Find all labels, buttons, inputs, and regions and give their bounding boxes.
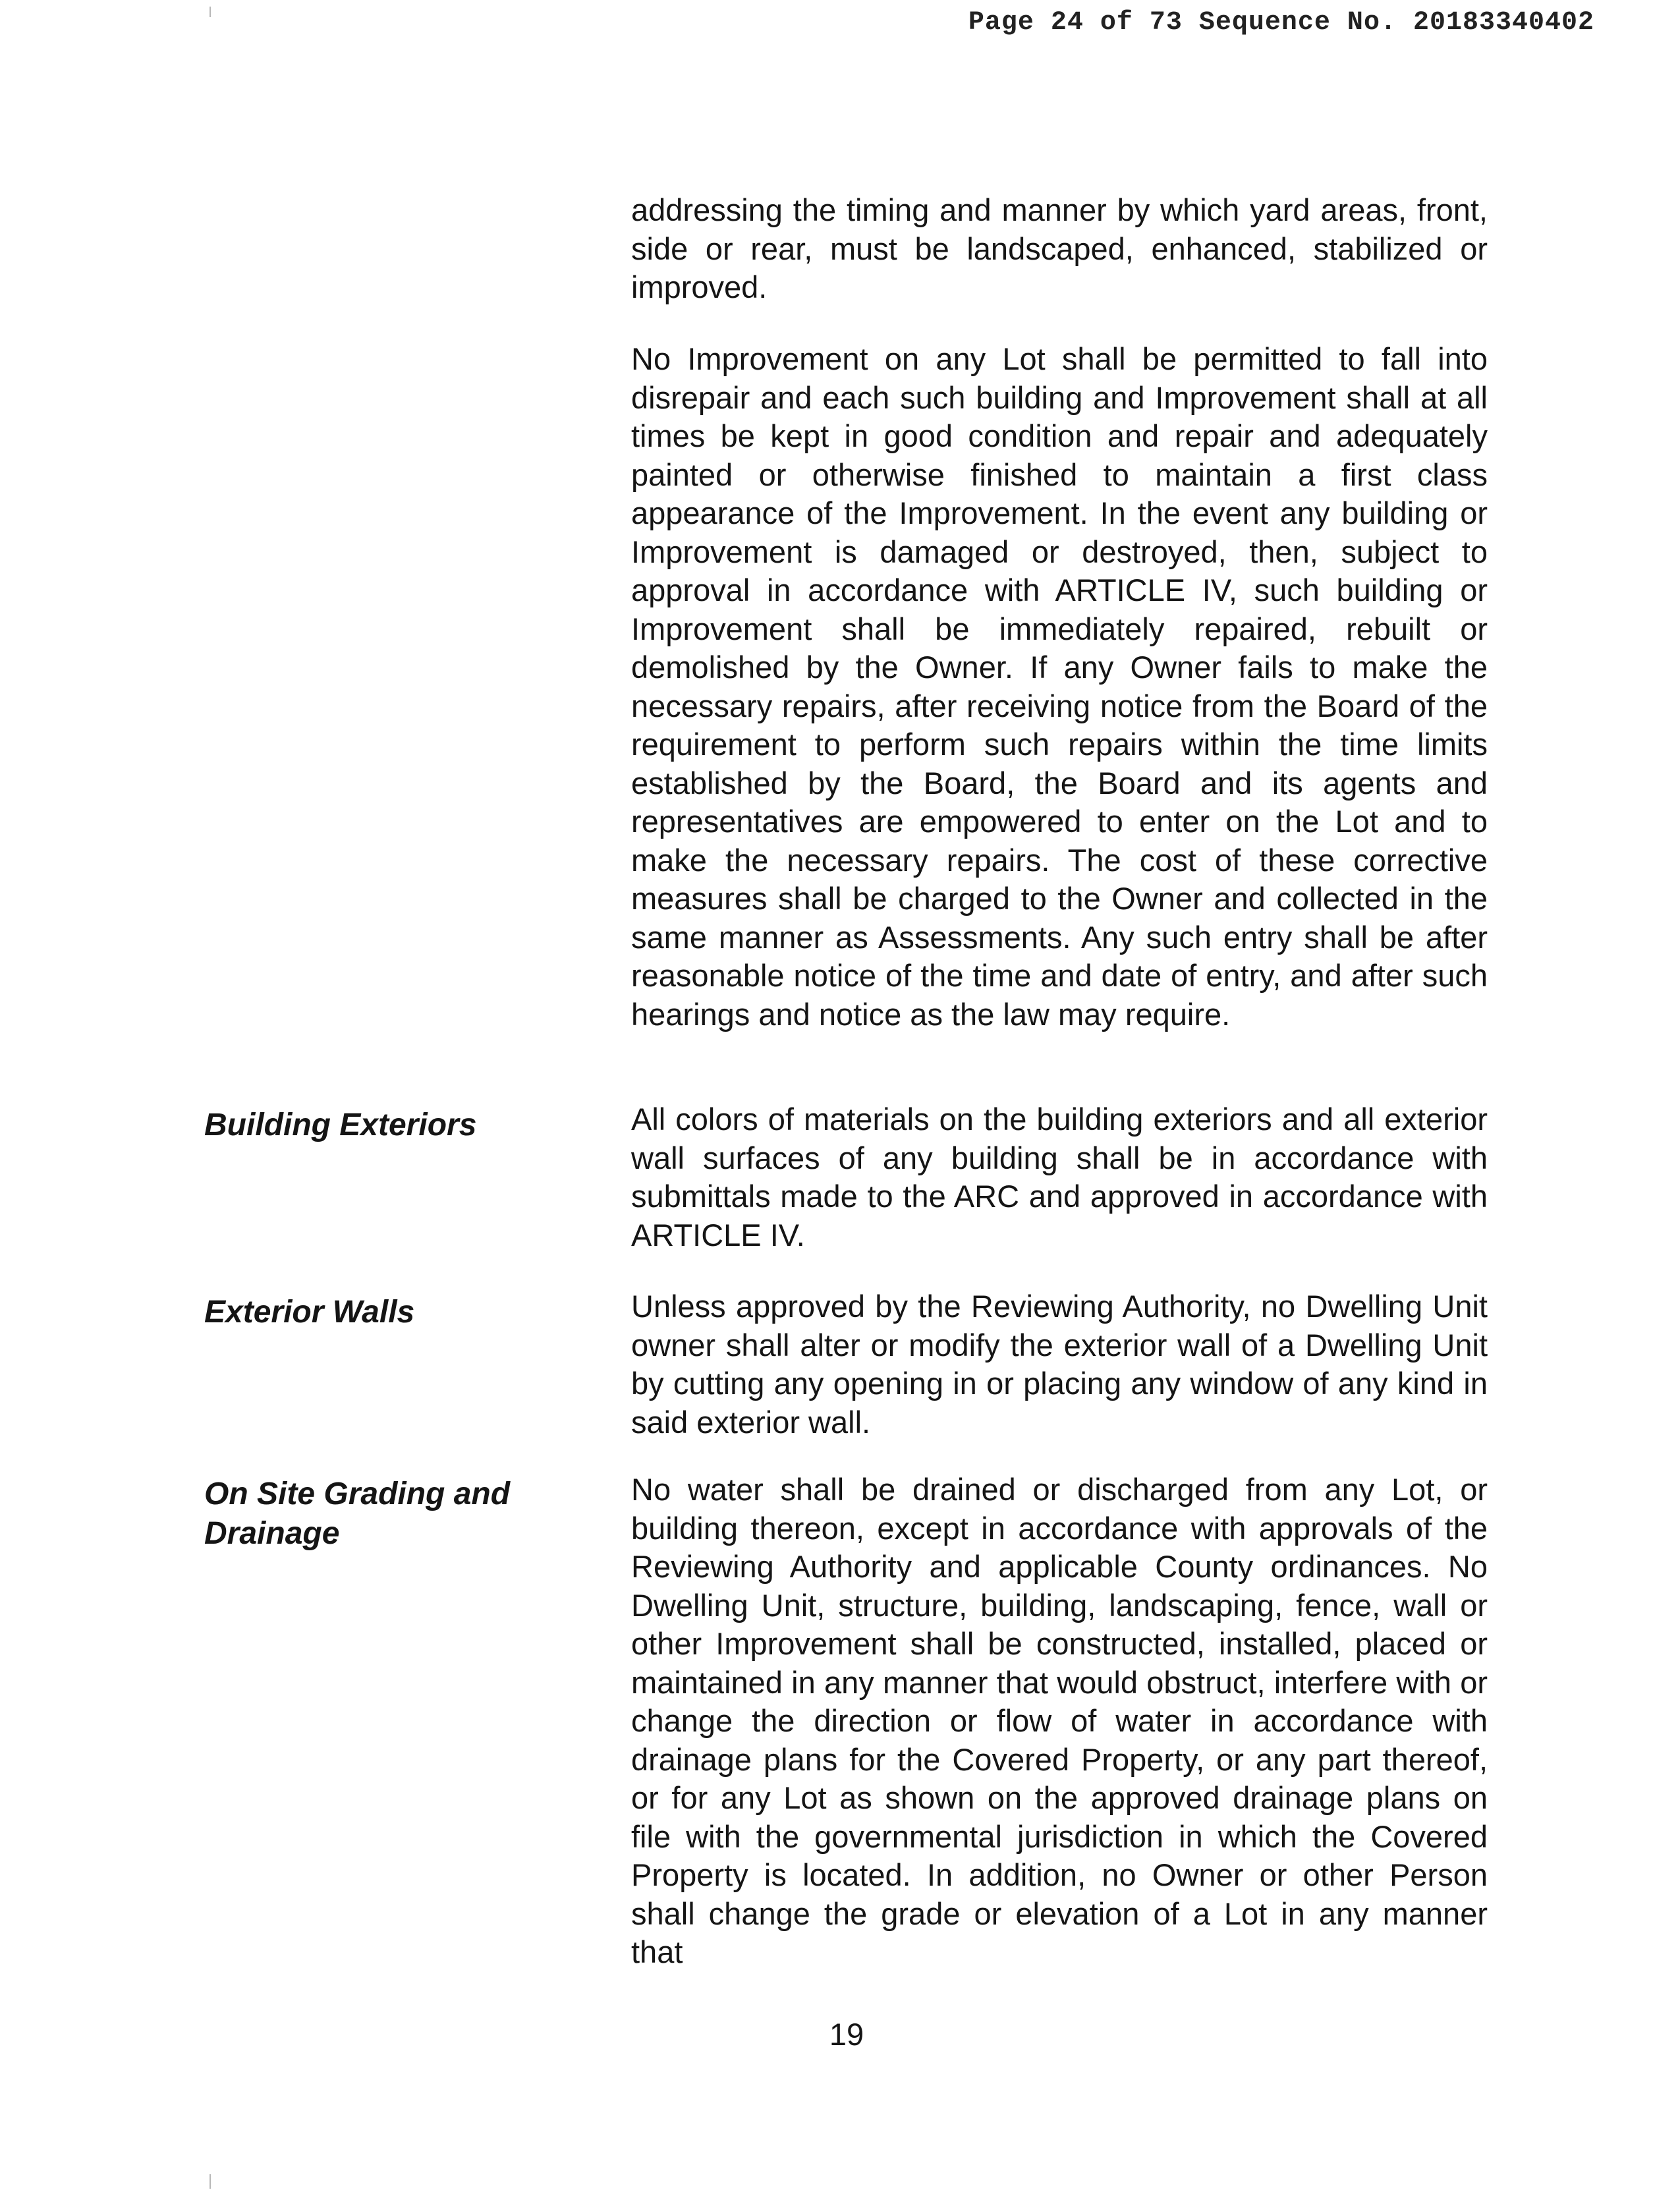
paragraph-maintenance: No Improvement on any Lot shall be permitted to fall into disrepair and each such building and Improvement shall at all times be kept in good condition and repair and adequately painted or otherwise finished to maintain a first class appearance of the Improvement. In the event any building or Improvement is damaged or destroyed, then, subject to approval in accordance with ARTICLE IV, such building or Improvement shall be immediately repaired, rebuilt or demolished by the Owner. If any Owner fails to make the necessary repairs, after receiving notice from the Board of the requirement to perform such repairs within the time limits established by the Board, the Board and its agents and representatives are empowered to enter on the Lot and to make the necessary repairs. The cost of these corrective measures shall be charged to the Owner and collected in the same manner as Assessments. Any such entry shall be after reasonable notice of the time and date of entry, and after such hearings and notice as the law may require. xyxy=(631,341,1488,1032)
heading-building-exteriors: Building Exteriors xyxy=(204,1108,477,1142)
page-number: 19 xyxy=(829,2017,864,2052)
paragraph-exterior-walls: Unless approved by the Reviewing Authority, no Dwelling Unit owner shall alter or modify the exterior wall of a Dwelling Unit by cutting any opening in or placing any window of any kind in said exterior wall. xyxy=(631,1289,1488,1440)
sequence-stamp: Page 24 of 73 Sequence No. 20183340402 xyxy=(968,8,1594,38)
heading-exterior-walls: Exterior Walls xyxy=(204,1295,415,1330)
heading-grading-drainage: On Site Grading and Drainage xyxy=(204,1477,511,1551)
scan-speck xyxy=(210,2174,211,2189)
paragraph-yard-areas: addressing the timing and manner by which yard areas, front, side or rear, must be landscaped, enhanced, stabilized or improved. xyxy=(631,192,1488,304)
paragraph-grading-drainage: No water shall be drained or discharged from any Lot, or building thereon, except in accordance with approvals of the Reviewing Authority and applicable County ordinances. No Dwelling Unit, structure, building, landscaping, fence, wall or other Improvement shall be constructed, installed, placed or maintained in any manner that would obstruct, interfere with or change the direction or flow of water in accordance with drainage plans for the Covered Property, or any part thereof, or for any Lot as shown on the approved drainage plans on file with the governmental jurisdiction in which the Covered Property is located. In addition, no Owner or other Person shall change the grade or elevation of a Lot in any manner that xyxy=(631,1472,1488,1969)
paragraph-building-exteriors: All colors of materials on the building exteriors and all exterior wall surfaces of any building shall be in accordance with submittals made to the ARC and approved in accordance with ARTICLE IV. xyxy=(631,1102,1488,1252)
scan-speck xyxy=(210,7,211,17)
